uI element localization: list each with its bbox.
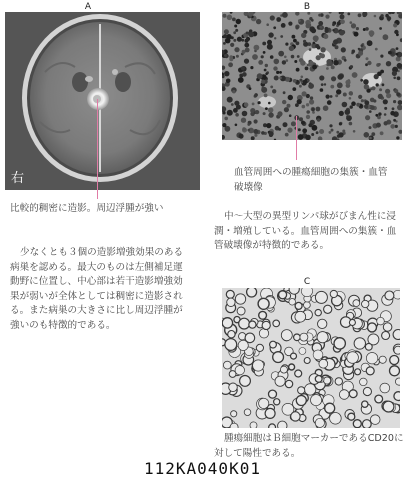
panel-a-description: 少なくとも３個の造影増強効果のある病巣を認める。最大のものは左側補足運動野に位置し、中心部は若干造影増強効果が弱いが全体としては稠密に造影される。また病巣の大きさに比し周辺浮腫が強いのも特徴的である。 [10,247,184,331]
panel-c-label: C [303,277,311,287]
panel-b-label: B [303,2,311,12]
panel-a-label: A [84,2,92,12]
panel-b-pointer-line [296,116,297,160]
panel-c-description: 腫瘍細胞はＢ細胞マーカーであるCD20に対して陽性である。 [214,433,404,459]
panel-b-description: 中～大型の異型リンパ球がびまん性に浸潤・増殖している。血管周囲への集簇・血管破壊像が特徴的である。 [214,211,397,252]
immunostain-image-c [222,288,400,428]
histology-image-b [222,12,402,140]
mri-image [5,12,200,190]
panel-a-callout: 比較的稠密に造影。周辺浮腫が強い [10,203,164,214]
side-marker: 右 [11,171,25,186]
panel-a-pointer-line [97,99,98,199]
panel-b-callout: 血管周囲への腫瘍細胞の集簇・血管破壊像 [234,167,388,193]
figure-code: 112KA040K01 [144,459,261,478]
